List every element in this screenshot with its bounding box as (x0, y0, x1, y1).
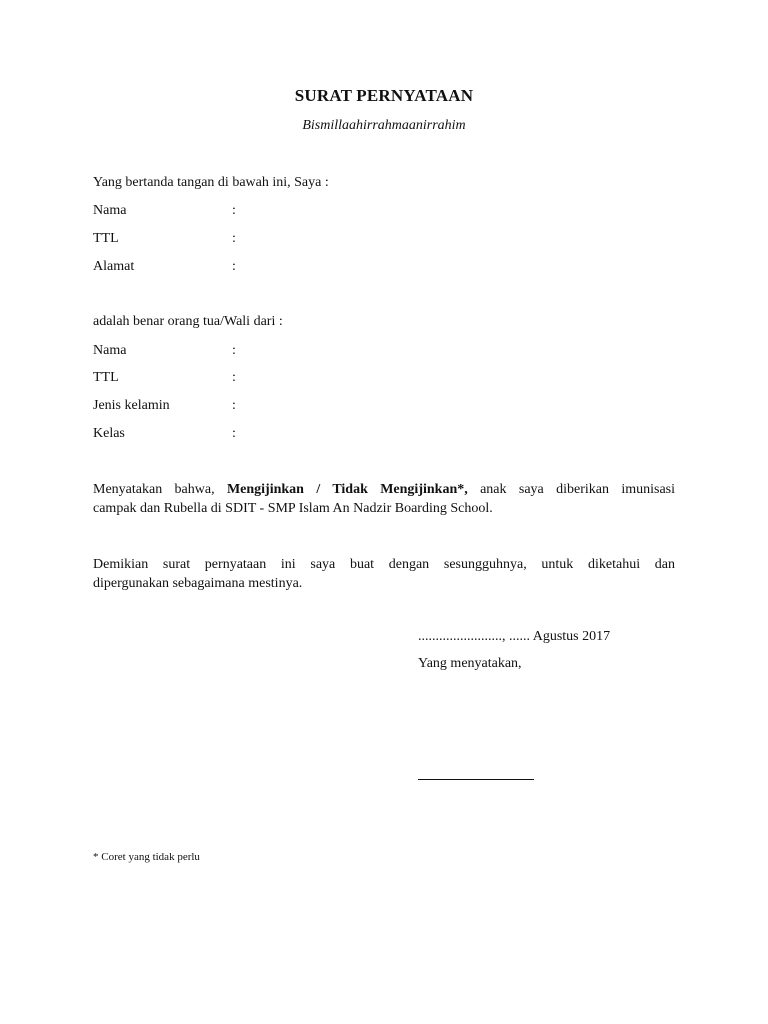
statement-suffix: anak saya diberikan imunisasi (480, 482, 676, 497)
statement-line-2: campak dan Rubella di SDIT - SMP Islam An Nadzir Boarding School. (93, 501, 493, 516)
field-separator: : (232, 203, 236, 218)
document-subtitle: Bismillaahirrahmaanirrahim (302, 118, 466, 133)
closing-paragraph (93, 555, 675, 593)
parent-field-address (93, 259, 236, 275)
document-title: SURAT PERNYATAAN (294, 86, 474, 105)
field-label: Kelas (93, 426, 125, 441)
field-label: Nama (93, 203, 127, 218)
parent-field-name (93, 203, 236, 219)
child-intro-text: adalah benar orang tua/Wali dari : (93, 314, 283, 329)
field-label: Alamat (93, 259, 135, 274)
child-field-name (93, 343, 236, 359)
child-field-gender (93, 398, 236, 414)
statement-prefix: Menyatakan bahwa, (93, 482, 215, 497)
child-field-class (93, 426, 236, 442)
closing-line-2: dipergunakan sebagaimana mestinya. (93, 576, 303, 591)
child-field-ttl (93, 370, 236, 386)
field-separator: : (232, 259, 236, 274)
field-separator: : (232, 370, 236, 385)
field-separator: : (232, 398, 236, 413)
field-separator: : (232, 343, 236, 358)
signature-line (418, 779, 534, 780)
field-separator: : (232, 426, 236, 441)
statement-paragraph (93, 480, 675, 518)
statement-line-1 (93, 480, 675, 499)
field-label: Jenis kelamin (93, 398, 170, 413)
field-label: TTL (93, 370, 119, 385)
field-label: Nama (93, 343, 127, 358)
statement-choice: Mengijinkan / Tidak Mengijinkan*, (226, 482, 468, 497)
signature-signer-label: Yang menyatakan, (418, 656, 522, 671)
closing-line-1: Demikian surat pernyataan ini saya buat dengan sesungguhnya, untuk diketahui dan (93, 557, 675, 572)
field-label: TTL (93, 231, 119, 246)
parent-field-ttl (93, 231, 236, 247)
field-separator: : (232, 231, 236, 246)
footnote: * Coret yang tidak perlu (93, 851, 200, 863)
signature-place-date: ........................, ...... Agustus 2017 (418, 629, 611, 644)
intro-text: Yang bertanda tangan di bawah ini, Saya : (93, 175, 329, 190)
